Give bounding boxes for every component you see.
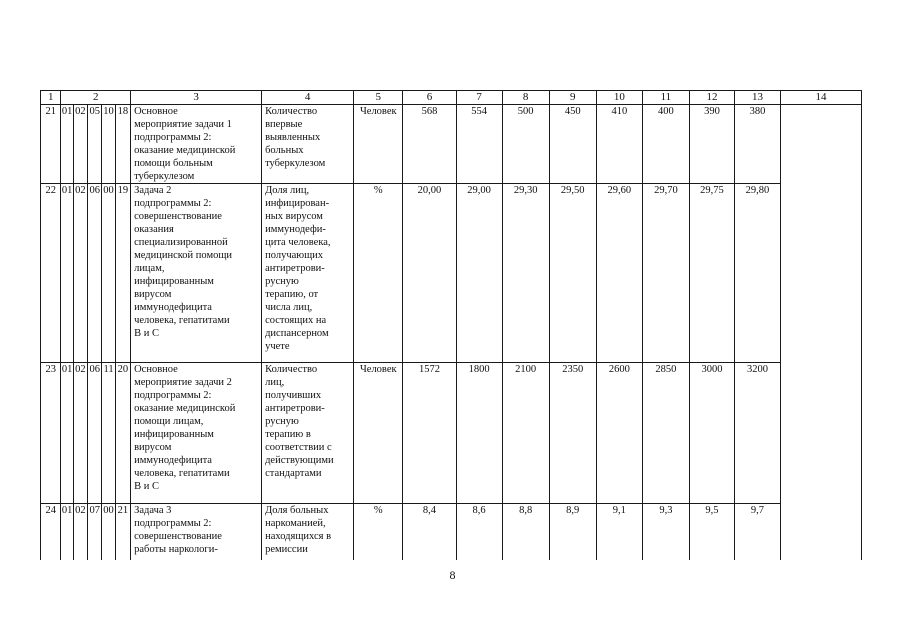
value-cell: 29,50	[549, 184, 596, 363]
header-row	[41, 91, 862, 105]
value-cell: 20,00	[403, 184, 456, 363]
measure-name-cell: Основное мероприятие задачи 2 подпрограммы 2: оказание медицинской помощи лицам, инфицированным вирусом иммунодефицита человека, гепатитами В и С	[131, 363, 262, 504]
header-cell: 13	[734, 91, 780, 105]
unit-cell: Человек	[354, 363, 403, 504]
value-cell: 450	[549, 105, 596, 184]
value-cell: 8,6	[456, 504, 502, 560]
code-cell: 02	[73, 363, 87, 504]
value-cell: 29,75	[689, 184, 734, 363]
header-cell: 7	[456, 91, 502, 105]
indicator-cell: Доля больных наркоманией, находящихся в ремиссии	[262, 504, 354, 560]
header-cell: 12	[689, 91, 734, 105]
column-14-cell	[781, 105, 862, 560]
code-cell: 10	[102, 105, 115, 184]
indicator-cell: Доля лиц, инфицирован- ных вирусом иммунодефи- цита человека, получающих антиретрови- русную терапию, от числа лиц, состоящих на диспансерном учете	[262, 184, 354, 363]
value-cell: 500	[502, 105, 549, 184]
header-cell: 8	[502, 91, 549, 105]
code-cell: 02	[73, 504, 87, 560]
code-cell: 18	[115, 105, 130, 184]
page-number: 8	[449, 568, 456, 582]
value-cell: 1800	[456, 363, 502, 504]
header-cell: 14	[781, 91, 862, 105]
value-cell: 380	[734, 105, 780, 184]
indicators-table	[40, 90, 862, 560]
value-cell: 8,4	[403, 504, 456, 560]
header-cell: 6	[403, 91, 456, 105]
row-number-cell: 23	[41, 363, 61, 504]
indicator-cell: Количество впервые выявленных больных туберкулезом	[262, 105, 354, 184]
value-cell: 2600	[596, 363, 642, 504]
value-cell: 29,70	[642, 184, 689, 363]
value-cell: 9,5	[689, 504, 734, 560]
unit-cell: %	[354, 184, 403, 363]
row-number-cell: 21	[41, 105, 61, 184]
value-cell: 29,00	[456, 184, 502, 363]
value-cell: 2100	[502, 363, 549, 504]
code-cell: 01	[61, 184, 73, 363]
code-cell: 07	[88, 504, 102, 560]
header-cell: 3	[131, 91, 262, 105]
code-cell: 20	[115, 363, 130, 504]
value-cell: 3000	[689, 363, 734, 504]
measure-name-cell: Задача 3 подпрограммы 2: совершенствование работы наркологи-	[131, 504, 262, 560]
code-cell: 00	[102, 504, 115, 560]
code-cell: 21	[115, 504, 130, 560]
header-cell: 10	[596, 91, 642, 105]
code-cell: 11	[102, 363, 115, 504]
value-cell: 8,8	[502, 504, 549, 560]
value-cell: 9,1	[596, 504, 642, 560]
code-cell: 01	[61, 105, 73, 184]
value-cell: 1572	[403, 363, 456, 504]
code-cell: 01	[61, 363, 73, 504]
value-cell: 554	[456, 105, 502, 184]
code-cell: 06	[88, 184, 102, 363]
header-cell: 4	[262, 91, 354, 105]
value-cell: 2850	[642, 363, 689, 504]
value-cell: 410	[596, 105, 642, 184]
table-row	[41, 184, 862, 363]
value-cell: 8,9	[549, 504, 596, 560]
header-cell: 2	[61, 91, 131, 105]
value-cell: 29,80	[734, 184, 780, 363]
value-cell: 3200	[734, 363, 780, 504]
header-cell: 9	[549, 91, 596, 105]
code-cell: 00	[102, 184, 115, 363]
code-cell: 02	[73, 184, 87, 363]
row-number-cell: 22	[41, 184, 61, 363]
measure-name-cell: Основное мероприятие задачи 1 подпрограммы 2: оказание медицинской помощи больным туберкулезом	[131, 105, 262, 184]
measure-name-cell: Задача 2 подпрограммы 2: совершенствование оказания специализированной медицинской помощи лицам, инфицированным вирусом иммунодефицита человека, гепатитами В и С	[131, 184, 262, 363]
table-row	[41, 363, 862, 504]
table-row	[41, 105, 862, 184]
value-cell: 29,60	[596, 184, 642, 363]
code-cell: 06	[88, 363, 102, 504]
unit-cell: Человек	[354, 105, 403, 184]
value-cell: 390	[689, 105, 734, 184]
value-cell: 2350	[549, 363, 596, 504]
value-cell: 400	[642, 105, 689, 184]
row-number-cell: 24	[41, 504, 61, 560]
table-row	[41, 504, 862, 560]
indicator-cell: Количество лиц, получивших антиретрови- русную терапию в соответствии с действующими стандартами	[262, 363, 354, 504]
header-cell: 1	[41, 91, 61, 105]
value-cell: 568	[403, 105, 456, 184]
unit-cell: %	[354, 504, 403, 560]
code-cell: 01	[61, 504, 73, 560]
header-cell: 11	[642, 91, 689, 105]
code-cell: 19	[115, 184, 130, 363]
value-cell: 9,7	[734, 504, 780, 560]
code-cell: 05	[88, 105, 102, 184]
code-cell: 02	[73, 105, 87, 184]
header-cell: 5	[354, 91, 403, 105]
value-cell: 29,30	[502, 184, 549, 363]
value-cell: 9,3	[642, 504, 689, 560]
